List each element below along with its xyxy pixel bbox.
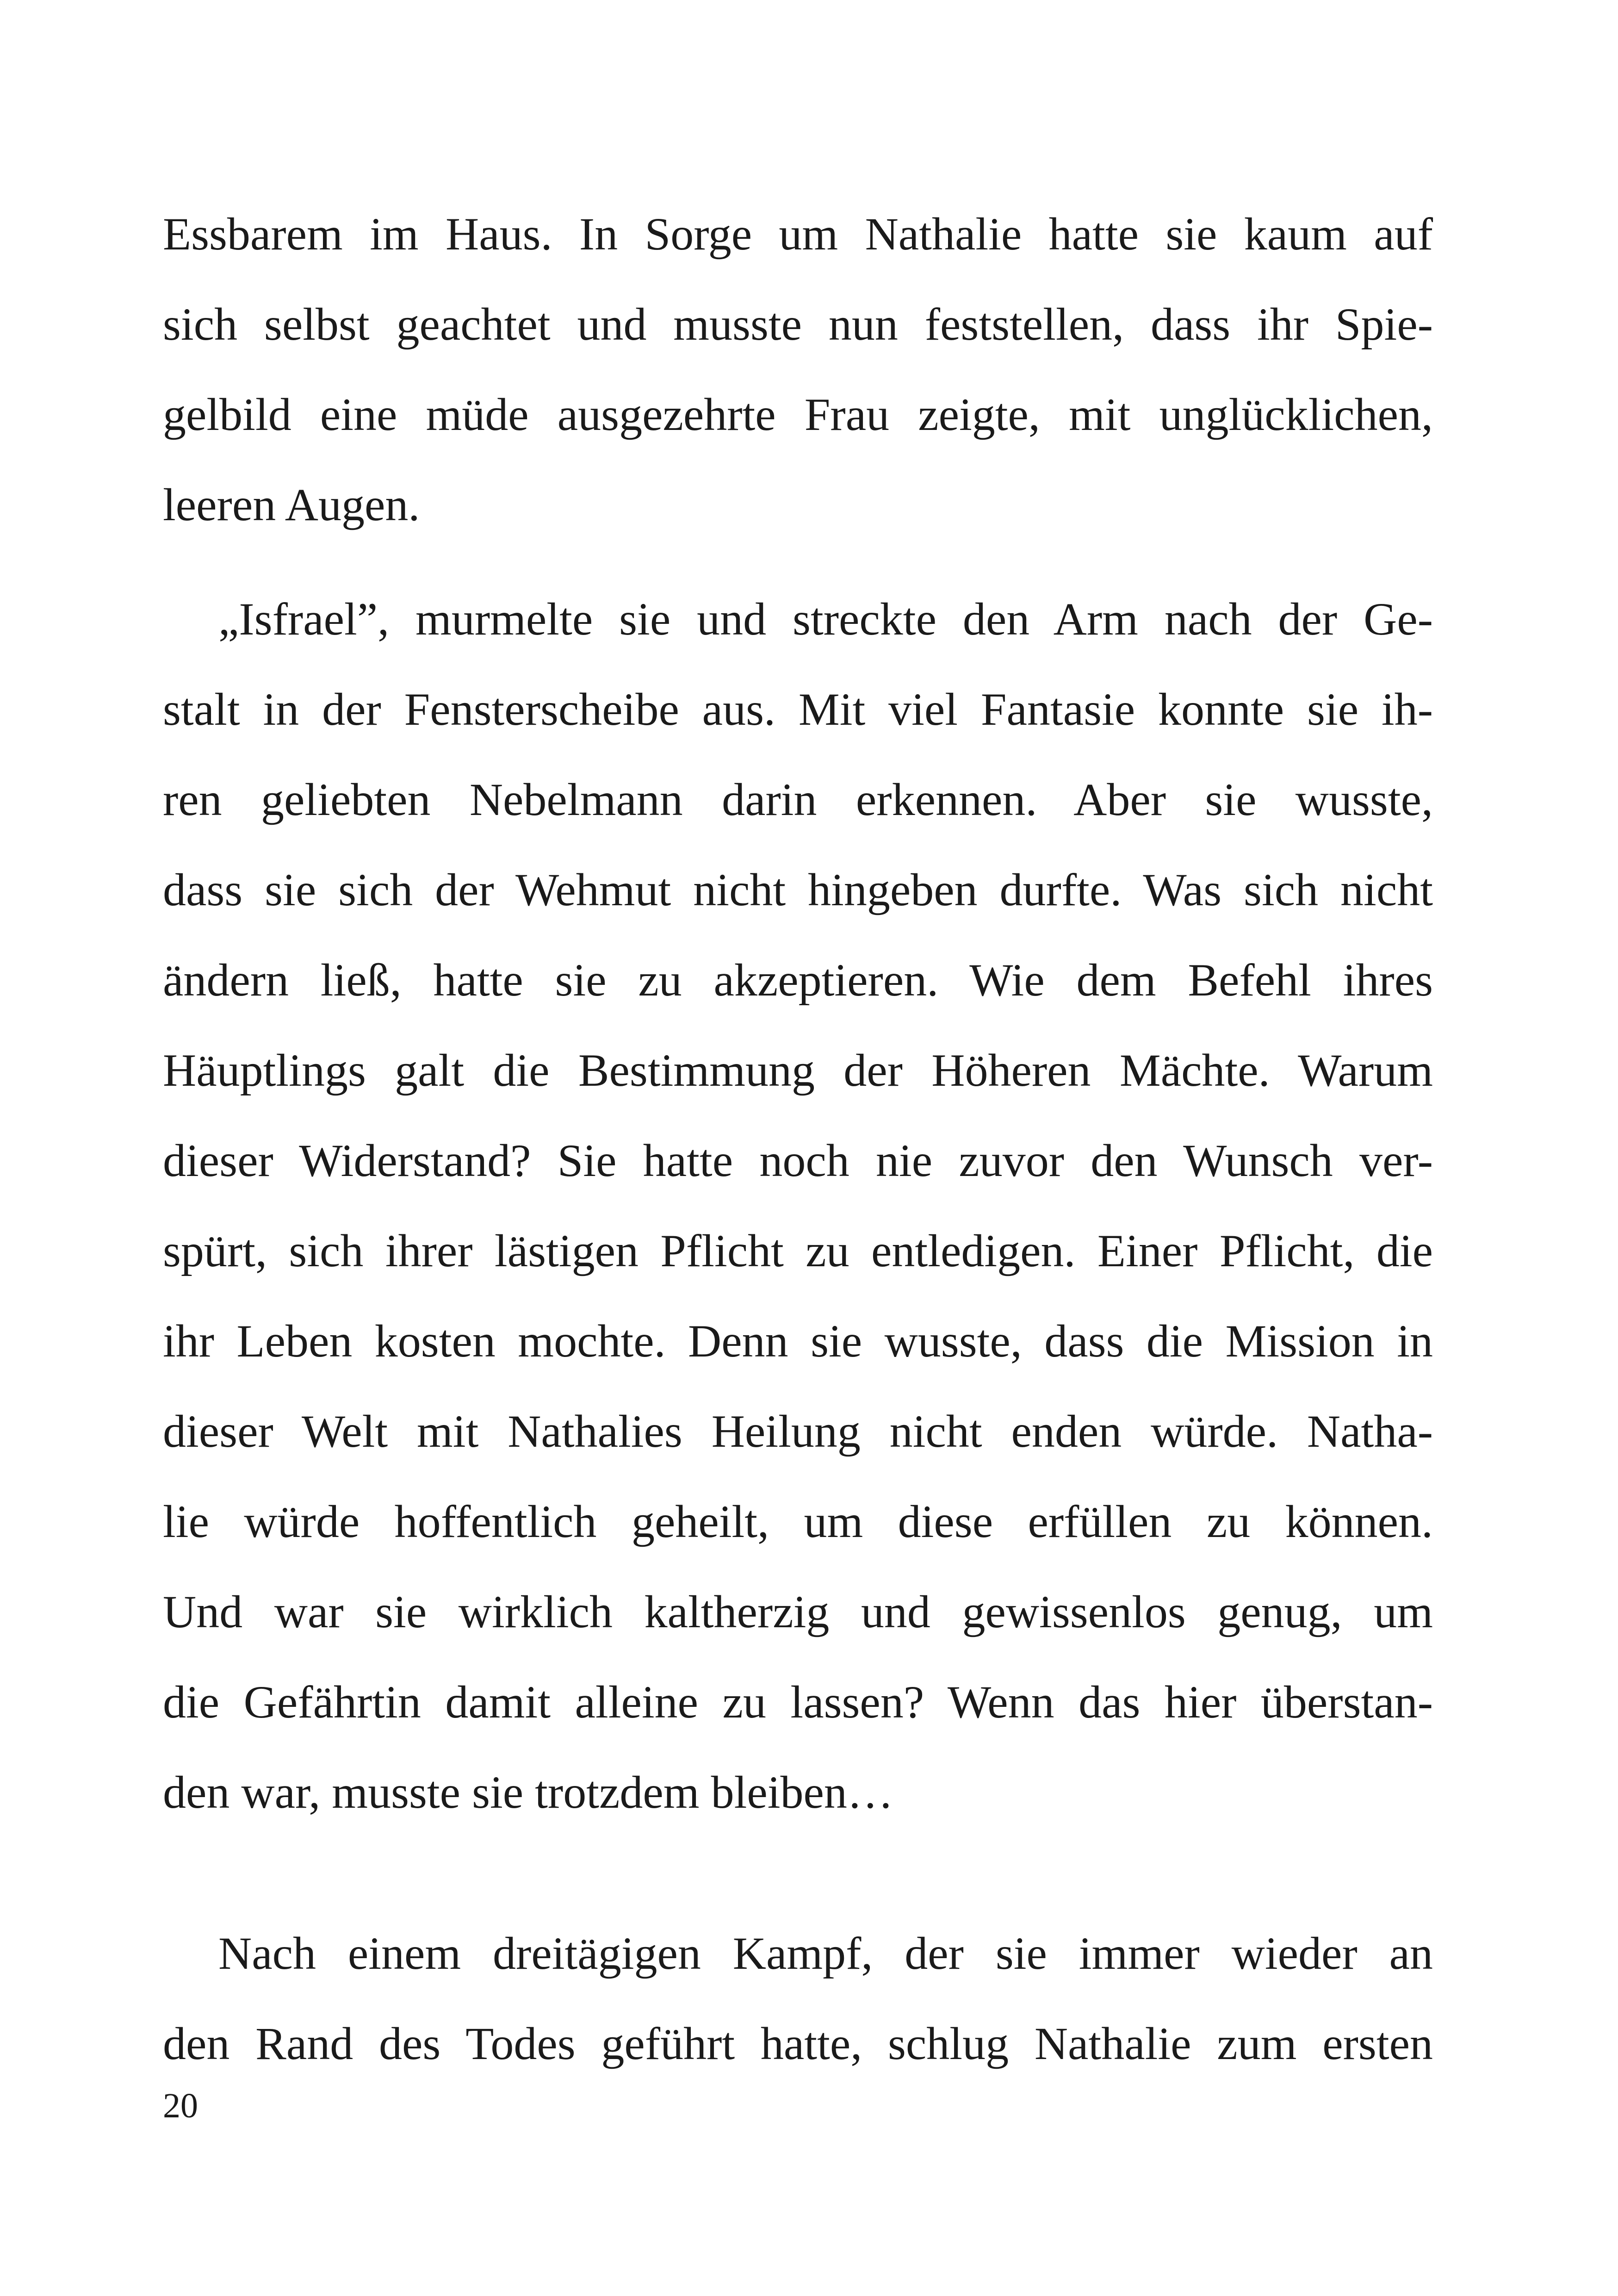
- text-line: dieser Widerstand? Sie hatte noch nie zuvor den Wunsch ver-: [163, 1135, 1433, 1186]
- text-line: ändern ließ, hatte sie zu akzeptieren. Wie dem Befehl ihres: [163, 954, 1433, 1006]
- text-line: lie würde hoffentlich geheilt, um diese erfüllen zu können.: [163, 1496, 1433, 1547]
- text-line: den Rand des Todes geführt hatte, schlug Nathalie zum ersten: [163, 2018, 1433, 2069]
- text-line: gelbild eine müde ausgezehrte Frau zeigte, mit unglücklichen,: [163, 389, 1433, 440]
- text-line: „Isfrael”, murmelte sie und streckte den Arm nach der Ge-: [218, 593, 1433, 645]
- text-line: leeren Augen.: [163, 479, 420, 530]
- text-line: Essbarem im Haus. In Sorge um Nathalie hatte sie kaum auf: [163, 208, 1433, 260]
- text-line: sich selbst geachtet und musste nun feststellen, dass ihr Spie-: [163, 299, 1433, 350]
- text-line: Häuptlings galt die Bestimmung der Höheren Mächte. Warum: [163, 1045, 1433, 1096]
- paragraph-3: [163, 1908, 1433, 2089]
- text-line: dass sie sich der Wehmut nicht hingeben durfte. Was sich nicht: [163, 864, 1433, 915]
- paragraph-1: [163, 189, 1433, 550]
- text-line: ihr Leben kosten mochte. Denn sie wusste, dass die Mission in: [163, 1315, 1433, 1367]
- text-line: spürt, sich ihrer lästigen Pflicht zu entledigen. Einer Pflicht, die: [163, 1225, 1433, 1276]
- page-number: 20: [163, 2086, 198, 2125]
- paragraph-2: [163, 574, 1433, 1837]
- text-line: stalt in der Fensterscheibe aus. Mit viel Fantasie konnte sie ih-: [163, 684, 1433, 735]
- text-line: Und war sie wirklich kaltherzig und gewissenlos genug, um: [163, 1586, 1433, 1637]
- text-line: die Gefährtin damit alleine zu lassen? Wenn das hier überstan-: [163, 1676, 1433, 1728]
- text-line: ren geliebten Nebelmann darin erkennen. Aber sie wusste,: [163, 774, 1433, 825]
- text-line: Nach einem dreitägigen Kampf, der sie immer wieder an: [218, 1928, 1433, 1979]
- text-line: dieser Welt mit Nathalies Heilung nicht enden würde. Natha-: [163, 1406, 1433, 1457]
- text-line: den war, musste sie trotzdem bleiben…: [163, 1767, 893, 1818]
